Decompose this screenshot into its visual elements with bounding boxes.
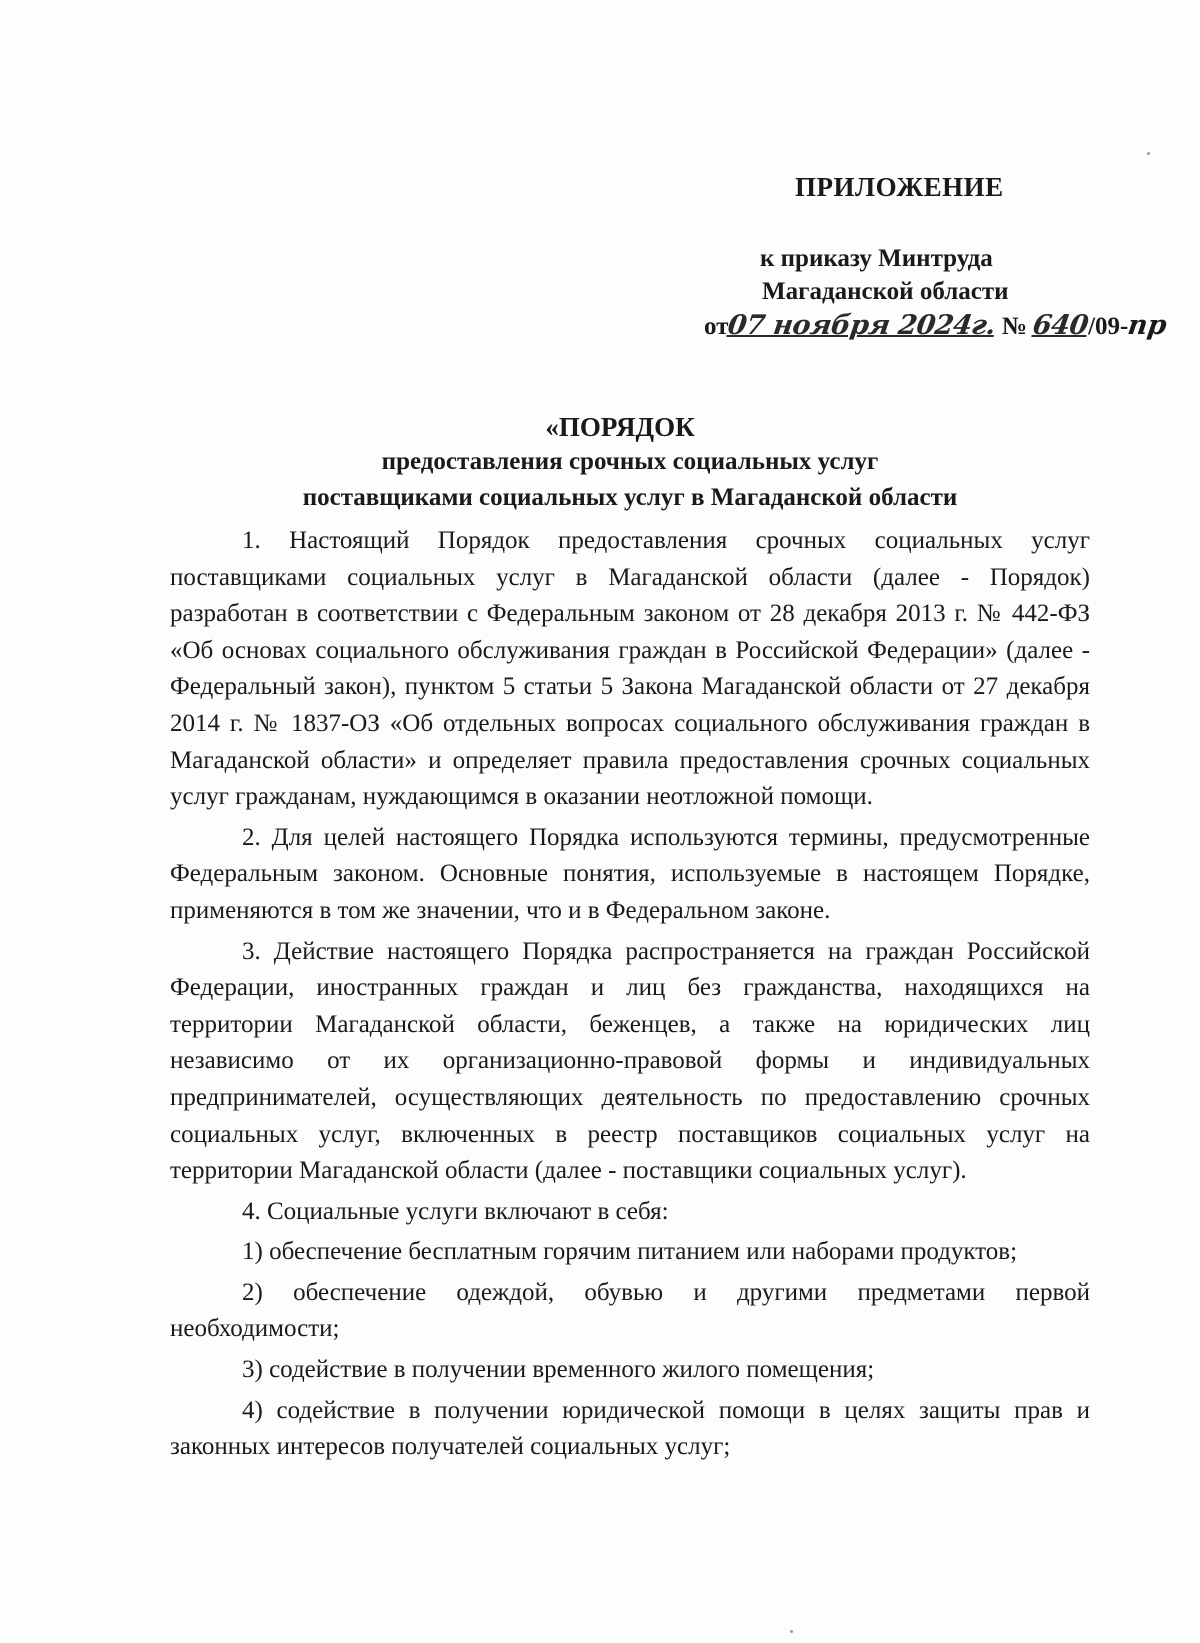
document-heading [170, 410, 1090, 516]
from-label: от [704, 313, 729, 340]
heading-line-1: «ПОРЯДОК [545, 412, 695, 442]
paragraph-4: 4. Социальные услуги включают в себя: [242, 1197, 669, 1225]
scan-speck [790, 1630, 793, 1633]
handwritten-suffix: пр [1126, 310, 1170, 341]
paragraph-1: 1. Настоящий Порядок предоставления срочных социальных услуг поставщиками социальных услуг в Магаданской области (далее - Порядок) разработан в соответствии с Федеральным законом от 28 декабря 2013 г. № 442-ФЗ «Об основах социального обслуживания граждан в Российской Федерации» (далее - Федеральный закон), пунктом 5 статьи 5 Закона Магаданской области от 27 декабря 2014 г. № 1837-ОЗ «Об отдельных вопросах социального обслуживания граждан в Магаданской области» и определяет правила предоставления срочных социальных услуг гражданам, нуждающимся в оказании неотложной помощи. [170, 527, 1090, 811]
heading-line-2: предоставления срочных социальных услуг [381, 448, 879, 475]
list-item-4: 4) содействие в получении юридической помощи в целях защиты прав и законных интересов получателей социальных услуг; [170, 1396, 1090, 1461]
number-label: № [1001, 313, 1027, 340]
heading-line-3: поставщиками социальных услуг в Магаданской области [302, 484, 958, 511]
paragraph-3: 3. Действие настоящего Порядка распространяется на граждан Российской Федерации, иностранных граждан и лиц без гражданства, находящихся на территории Магаданской области, беженцев, а также на юридических лиц независимо от их организационно-правовой формы и индивидуальных предпринимателей, осуществляющих деятельность по предоставлению срочных социальных услуг, включенных в реестр поставщиков социальных услуг на территории Магаданской области (далее - поставщики социальных услуг). [170, 937, 1090, 1185]
number-suffix: /09- [1088, 313, 1129, 340]
order-date-number-line [704, 310, 1170, 341]
order-reference [760, 242, 1009, 308]
list-item-2: 2) обеспечение одеждой, обувью и другими предметами первой необходимости; [170, 1278, 1090, 1343]
document-body [170, 523, 1090, 1466]
scan-speck [1147, 152, 1150, 155]
appendix-title: ПРИЛОЖЕНИЕ [795, 172, 1004, 202]
paragraph-2: 2. Для целей настоящего Порядка используются термины, предусмотренные Федеральным законом. Основные понятия, используемые в настоящем Порядке, применяются в том же значении, что и в Федеральном законе. [170, 823, 1090, 924]
list-item-1: 1) обеспечение бесплатным горячим питанием или наборами продуктов; [242, 1238, 1018, 1266]
order-line-2: Магаданской области [762, 278, 1009, 305]
handwritten-date: 07 ноября 2024г. [726, 310, 998, 341]
handwritten-number: 640 [1031, 310, 1091, 341]
list-item-3: 3) содействие в получении временного жилого помещения; [242, 1356, 875, 1384]
order-line-1: к приказу Минтруда [760, 245, 993, 272]
